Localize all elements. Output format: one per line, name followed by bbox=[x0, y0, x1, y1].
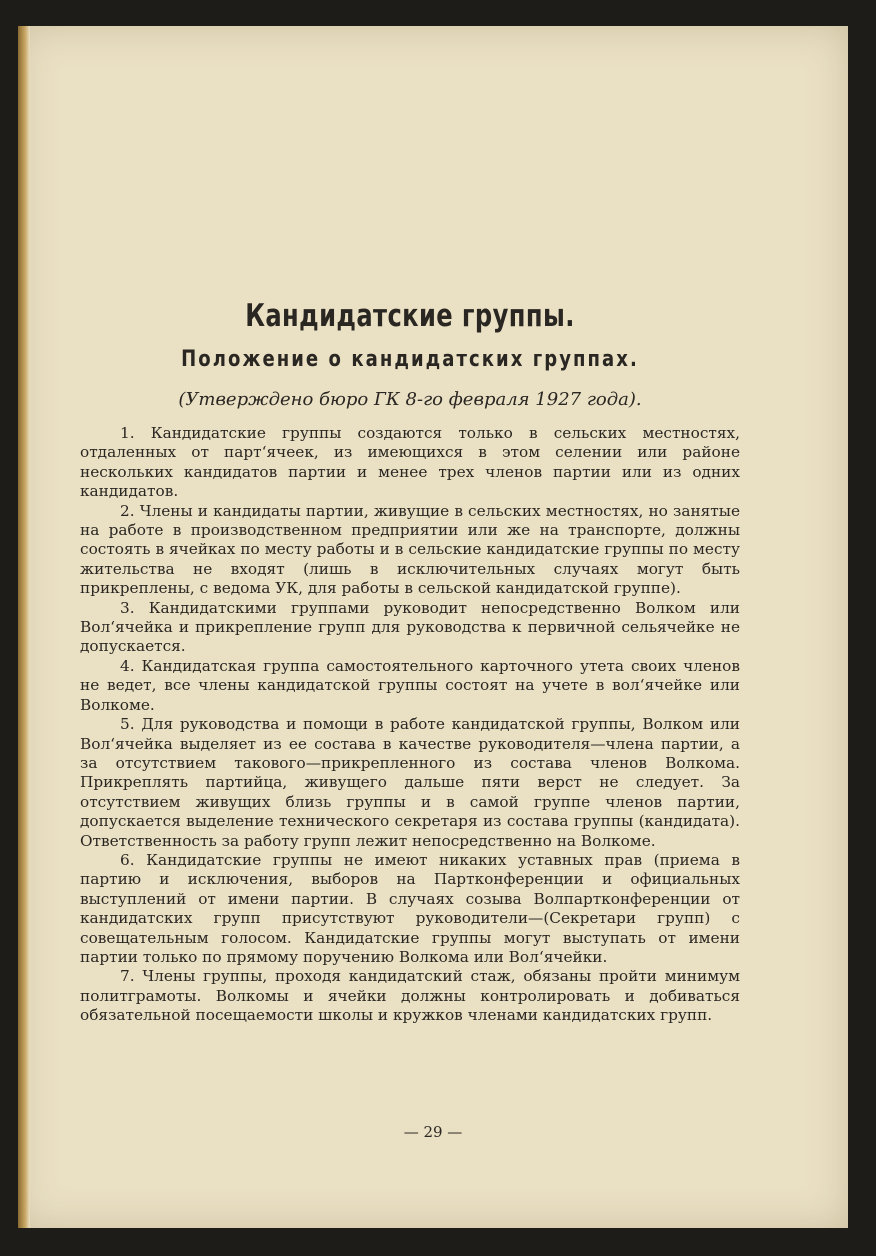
paragraph-7: 7. Члены группы, проходя кандидатский стаж, обязаны пройти минимум политграмоты. Волкомы и ячейки должны контролировать и добиваться обязательной посещаемости школы и кружков членами кандидатских групп. bbox=[80, 967, 740, 1025]
page-number: — 29 — bbox=[403, 1123, 463, 1141]
paragraph-2: 2. Члены и кандидаты партии, живущие в сельских местностях, но занятые на работе в производственном предприятии или же на транспорте, должны состоять в ячейках по месту работы и в сельские кандидатские группы по месту жительства не входят (лишь в исключительных случаях могут быть прикреплены, с ведома УК, для работы в сельской кандидатской группе). bbox=[80, 501, 740, 598]
paragraph-3: 3. Кандидатскими группами руководит непосредственно Волком или Вол‘ячейка и прикрепление групп для руководства к первичной сельячейке не допускается. bbox=[80, 598, 740, 656]
page-content bbox=[80, 296, 740, 1026]
document-subtitle: Положение о кандидатских группах. bbox=[181, 347, 639, 372]
paragraph-5: 5. Для руководства и помощи в работе кандидатской группы, Волком или Вол‘ячейка выделяет из ее состава в качестве руководителя—члена партии, а за отсутствием такового—прикрепленного из состава членов Волкома. Прикреплять партийца, живущего дальше пяти верст не следует. За отсутствием живущих близь группы и в самой группе членов партии, допускается выделение технического секретаря из состава группы (кандидата). Ответственность за работу групп лежит непосредственно на Волкоме. bbox=[80, 715, 740, 850]
paper-page bbox=[18, 26, 848, 1228]
paragraph-4: 4. Кандидатская группа самостоятельного карточного утета своих членов не ведет, все члены кандидатской группы состоят на учете в вол‘ячейке или Волкоме. bbox=[80, 656, 740, 714]
document-title: Кандидатские группы. bbox=[245, 298, 575, 334]
paragraph-6: 6. Кандидатские группы не имеют никаких уставных прав (приема в партию и исключения, выборов на Партконференции и официальных выступлений от имени партии. В случаях созыва Волпартконференции от кандидатских групп присутствуют руководители—(Секретари групп) с совещательным голосом. Кандидатские группы могут выступать от имени партии только по прямому поручению Волкома или Вол‘ячейки. bbox=[80, 850, 740, 966]
approval-note: (Утверждено бюро ГК 8-го февраля 1927 года). bbox=[178, 389, 642, 410]
paragraph-1: 1. Кандидатские группы создаются только в сельских местностях, отдаленных от парт‘ячеек, из имеющихся в этом селении или районе нескольких кандидатов партии и менее трех членов партии или из одних кандидатов. bbox=[80, 424, 740, 501]
book-spine-edge bbox=[18, 26, 30, 1228]
